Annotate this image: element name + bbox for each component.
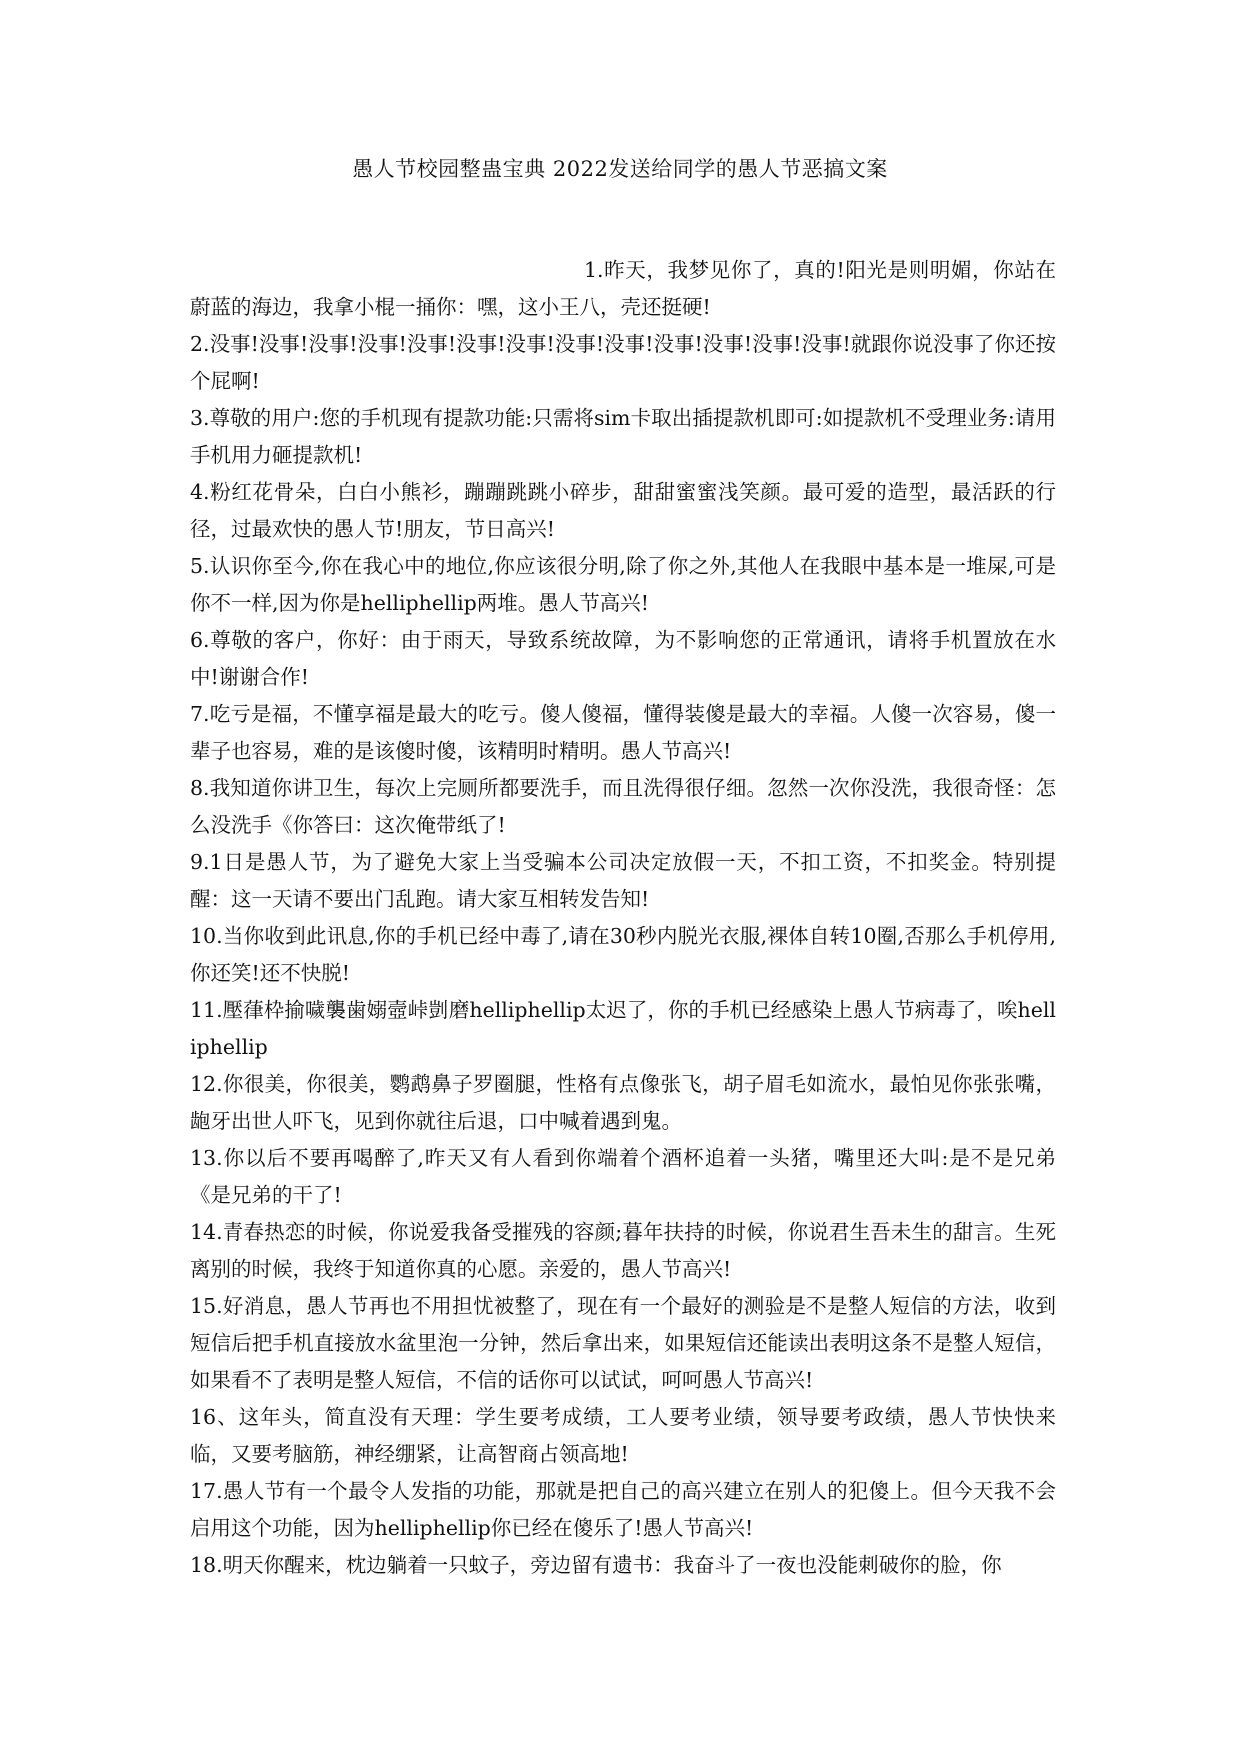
list-item: 15.好消息，愚人节再也不用担忧被整了，现在有一个最好的测验是不是整人短信的方法，收到短信后把手机直接放水盆里泡一分钟，然后拿出来，如果短信还能读出表明这条不是整人短信，如果看不了表明是整人短信，不信的话你可以试试，呵呵愚人节高兴!: [190, 1294, 1056, 1392]
list-item: 13.你以后不要再喝醉了,昨天又有人看到你端着个酒杯追着一头猪，嘴里还大叫:是不是兄弟《是兄弟的干了!: [190, 1146, 1056, 1207]
list-item: 17.愚人节有一个最令人发指的功能，那就是把自己的高兴建立在别人的犯傻上。但今天我不会启用这个功能，因为helliphellip你已经在傻乐了!愚人节高兴!: [190, 1479, 1056, 1540]
list-item: 6.尊敬的客户，你好：由于雨天，导致系统故障，为不影响您的正常通讯，请将手机置放在水中!谢谢合作!: [190, 628, 1056, 689]
list-item: 9.1日是愚人节，为了避免大家上当受骗本公司决定放假一天，不扣工资，不扣奖金。特别提醒：这一天请不要出门乱跑。请大家互相转发告知!: [190, 850, 1056, 911]
document-title: 愚人节校园整蛊宝典 2022发送给同学的愚人节恶搞文案: [352, 157, 888, 181]
list-item: 18.明天你醒来，枕边躺着一只蚊子，旁边留有遗书：我奋斗了一夜也没能刺破你的脸，你: [190, 1553, 1002, 1577]
list-item: 1.昨天，我梦见你了，真的!阳光是则明媚，你站在蔚蓝的海边，我拿小棍一捅你：嘿，这小王八，壳还挺硬!: [190, 258, 1056, 319]
list-item: 12.你很美，你很美，鹦鹉鼻子罗圈腿，性格有点像张飞，胡子眉毛如流水，最怕见你张张嘴，龅牙出世人吓飞，见到你就往后退，口中喊着遇到鬼。: [190, 1072, 1056, 1133]
document-body: [190, 252, 1056, 1584]
list-item: 3.尊敬的用户:您的手机现有提款功能:只需将sim卡取出插提款机即可:如提款机不受理业务:请用手机用力砸提款机!: [190, 406, 1056, 467]
list-item: 2.没事!没事!没事!没事!没事!没事!没事!没事!没事!没事!没事!没事!没事!就跟你说没事了你还按个屁啊!: [190, 332, 1056, 393]
list-item: 4.粉红花骨朵，白白小熊衫，蹦蹦跳跳小碎步，甜甜蜜蜜浅笑颜。最可爱的造型，最活跃的行径，过最欢快的愚人节!朋友，节日高兴!: [190, 480, 1056, 541]
list-item: 14.青春热恋的时候，你说爱我备受摧残的容颜;暮年扶持的时候，你说君生吾未生的甜言。生死离别的时候，我终于知道你真的心愿。亲爱的，愚人节高兴!: [190, 1220, 1056, 1281]
list-item: 8.我知道你讲卫生，每次上完厕所都要洗手，而且洗得很仔细。忽然一次你没洗，我很奇怪：怎么没洗手《你答曰：这次俺带纸了!: [190, 776, 1056, 837]
list-item: 10.当你收到此讯息,你的手机已经中毒了,请在30秒内脱光衣服,裸体自转10圈,否那么手机停用,你还笑!还不快脱!: [190, 924, 1056, 985]
list-item: 11.壓葎枠揄噦襲歯嫋壼峠剴磨helliphellip太迟了，你的手机已经感染上愚人节病毒了，唉helliphellip: [190, 998, 1056, 1059]
list-item: 5.认识你至今,你在我心中的地位,你应该很分明,除了你之外,其他人在我眼中基本是一堆屎,可是你不一样,因为你是helliphellip两堆。愚人节高兴!: [190, 554, 1056, 615]
list-item: 7.吃亏是福，不懂享福是最大的吃亏。傻人傻福，懂得装傻是最大的幸福。人傻一次容易，傻一辈子也容易，难的是该傻时傻，该精明时精明。愚人节高兴!: [190, 702, 1056, 763]
list-item: 16、这年头，简直没有天理：学生要考成绩，工人要考业绩，领导要考政绩，愚人节快快来临，又要考脑筋，神经绷紧，让高智商占领高地!: [190, 1405, 1056, 1466]
